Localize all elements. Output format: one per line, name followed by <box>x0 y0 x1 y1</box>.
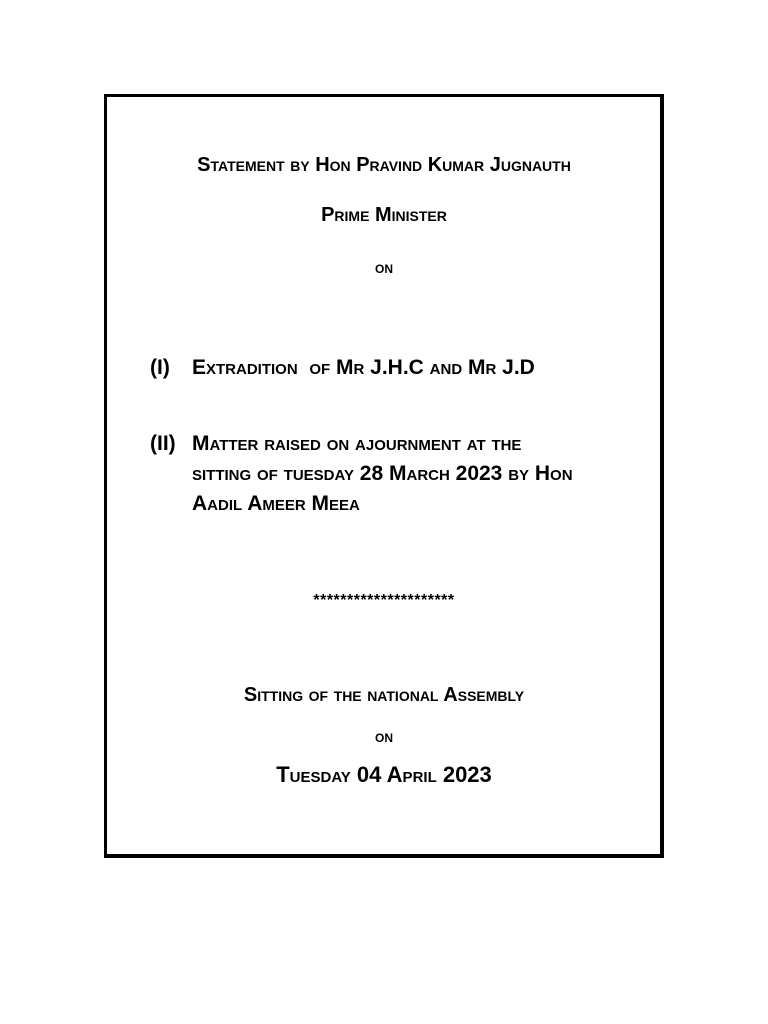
separator-asterisks: ********************* <box>313 592 455 609</box>
statement-heading: Statement by Hon Pravind Kumar Jugnauth <box>197 154 571 176</box>
item-two-line-1: Matter raised on ajournment at the <box>192 432 522 455</box>
item-one-number: (I) <box>150 356 170 379</box>
item-one-text: Extradition of Mr J.H.C and Mr J.D <box>192 356 535 379</box>
item-two-number: (II) <box>150 432 176 455</box>
item-two-line-2: sitting of tuesday 28 March 2023 by Hon <box>192 462 573 485</box>
on-label-bottom: on <box>375 727 393 746</box>
prime-minister-title: Prime Minister <box>321 204 447 226</box>
sitting-heading: Sitting of the national Assembly <box>243 684 525 706</box>
on-label-top: on <box>375 258 393 277</box>
sitting-date: Tuesday 04 April 2023 <box>276 762 492 787</box>
item-two-line-3: Aadil Ameer Meea <box>192 492 360 515</box>
